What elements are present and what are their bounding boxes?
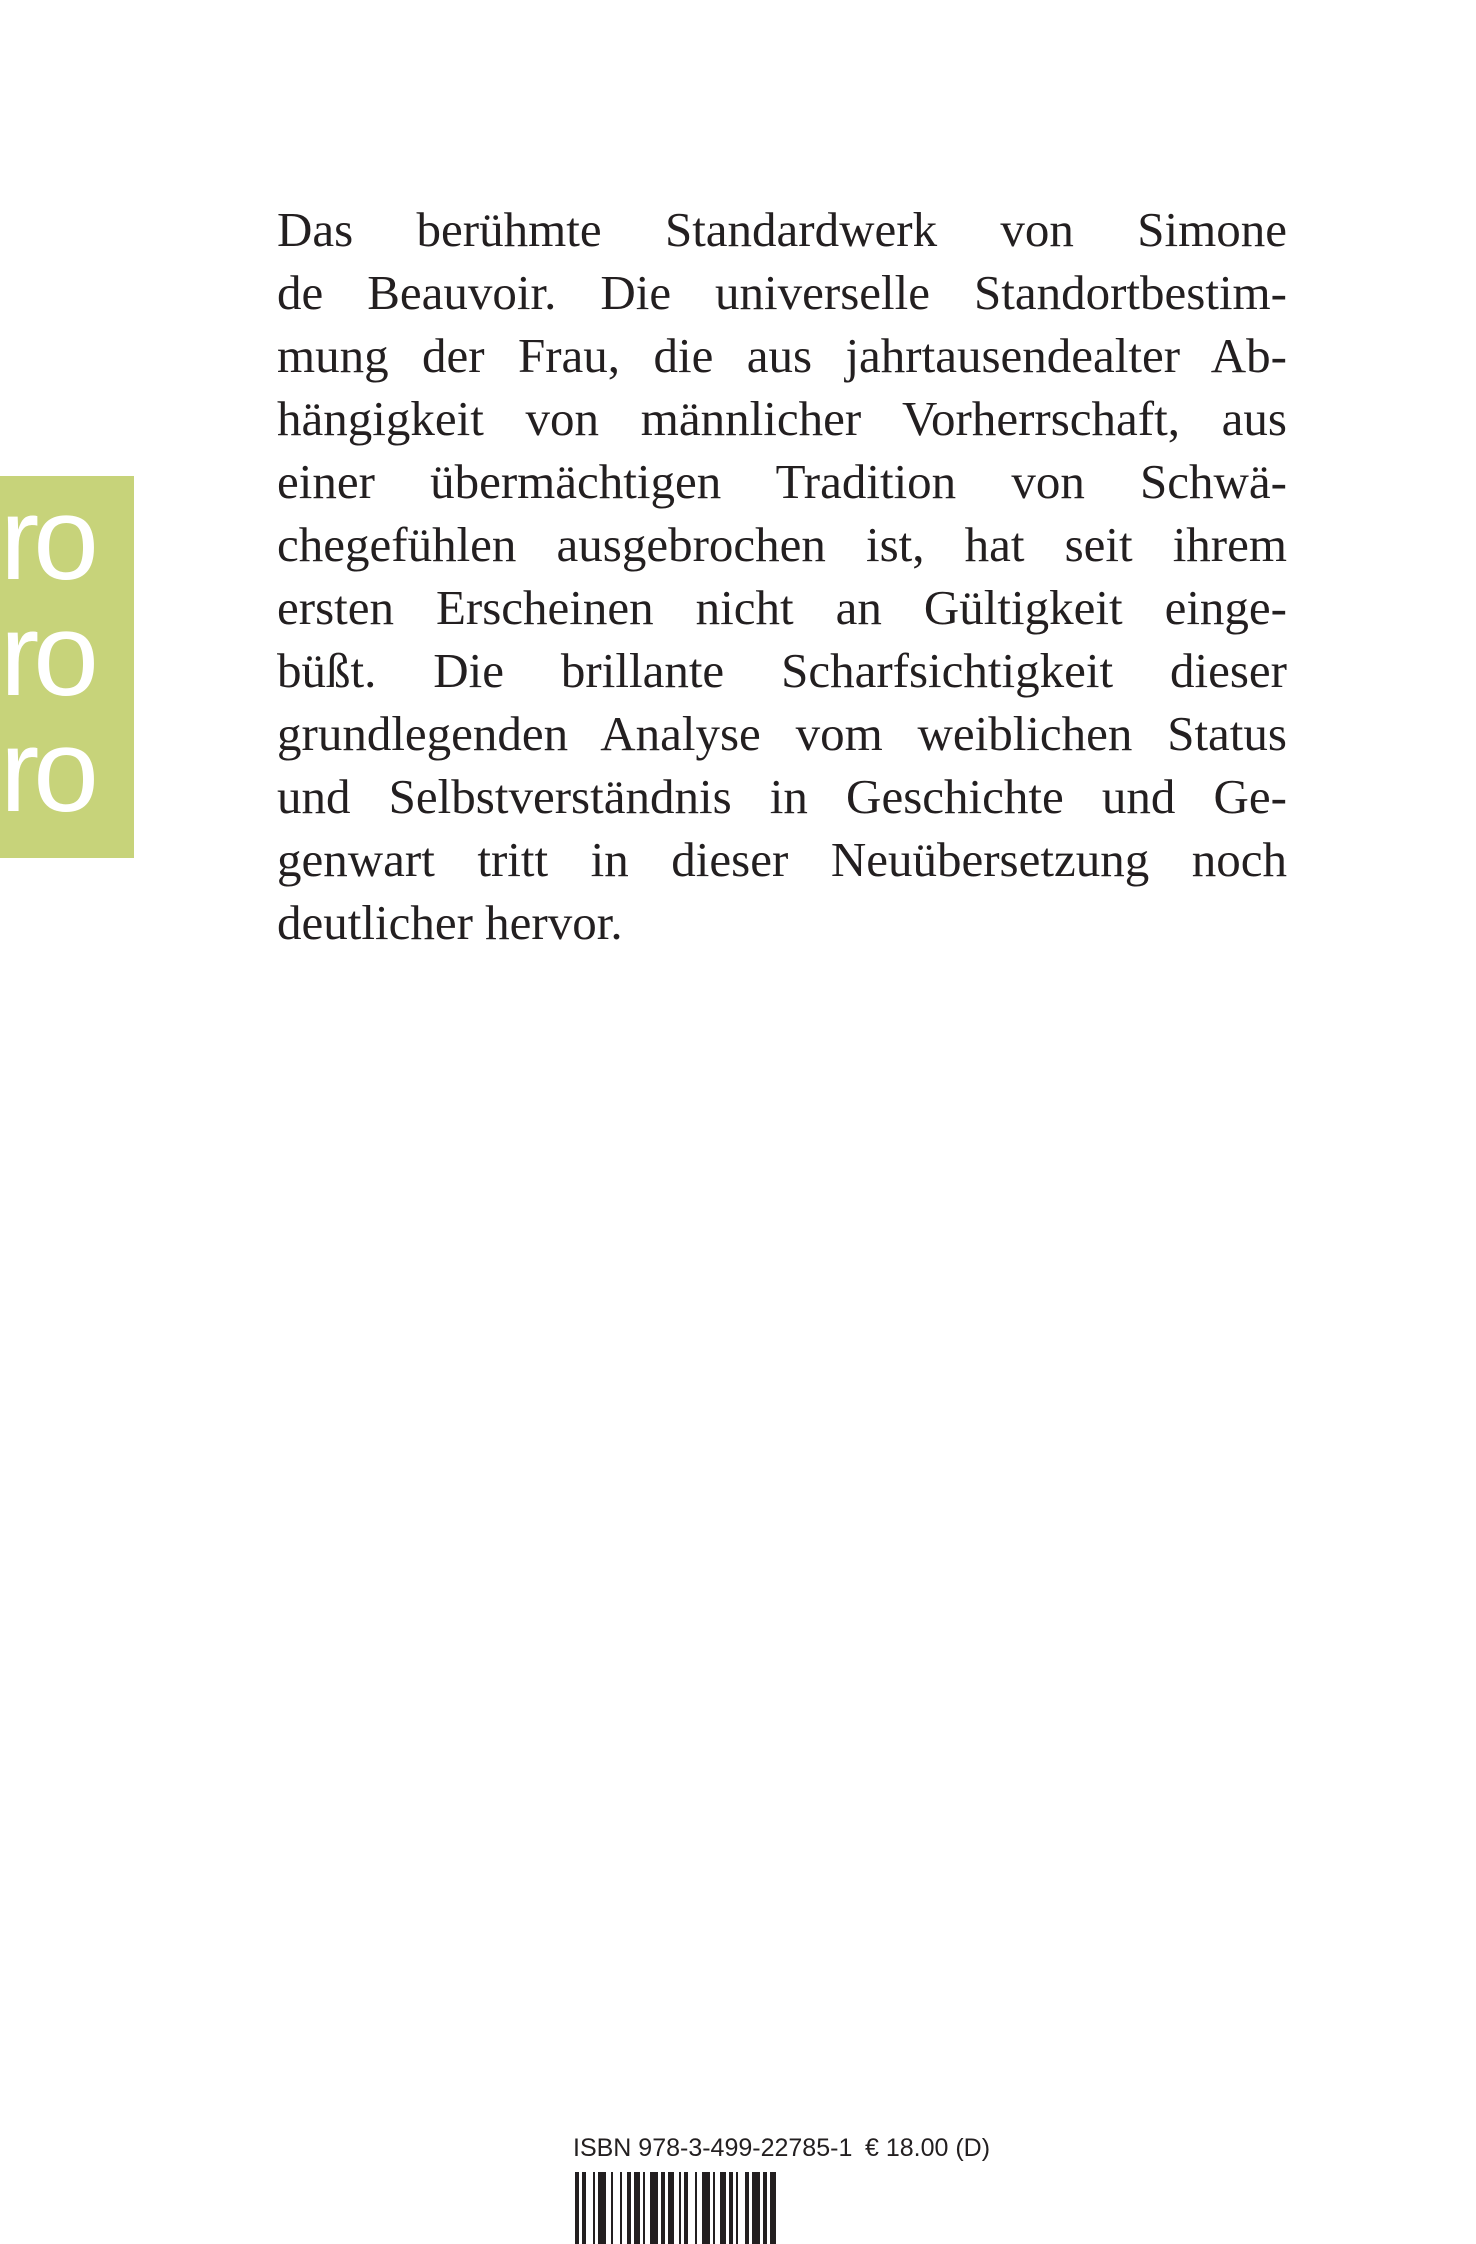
barcode-graphic (573, 2172, 993, 2244)
barcode-bar (695, 2172, 697, 2244)
barcode-bar (611, 2172, 613, 2244)
barcode-bar (598, 2172, 606, 2244)
blurb-text (277, 198, 1287, 954)
blurb-line: grundlegenden Analyse vom weiblichen Status (277, 706, 1287, 761)
blurb-line: ersten Erscheinen nicht an Gültigkeit einge- (277, 580, 1287, 635)
blurb-line: hängigkeit von männlicher Vorherrschaft, aus (277, 391, 1287, 446)
blurb-line: Das berühmte Standardwerk von Simone (277, 202, 1287, 257)
barcode-bar (770, 2172, 776, 2244)
blurb-line: de Beauvoir. Die universelle Standortbestim- (277, 265, 1287, 320)
blurb-line: genwart tritt in dieser Neuübersetzung noch (277, 832, 1287, 887)
barcode-bar (679, 2172, 681, 2244)
barcode-bar (729, 2172, 733, 2244)
barcode-bar (752, 2172, 760, 2244)
barcode-bar (627, 2172, 631, 2244)
barcode-bar (620, 2172, 622, 2244)
logo-word: ro (0, 705, 93, 837)
barcode-bar (661, 2172, 665, 2244)
price-label: € 18.00 (D) (865, 2134, 991, 2162)
blurb-line: und Selbstverständnis in Geschichte und Ge- (277, 769, 1287, 824)
barcode-bar (702, 2172, 710, 2244)
barcode-bar (668, 2172, 674, 2244)
blurb-line: büßt. Die brillante Scharfsichtigkeit dieser (277, 643, 1287, 698)
barcode-bar (713, 2172, 715, 2244)
isbn-number: ISBN 978-3-499-22785-1 (573, 2134, 853, 2162)
isbn-price-line (573, 2128, 993, 2168)
blurb-line: chegefühlen ausgebrochen ist, hat seit ihrem (277, 517, 1287, 572)
rororo-logo (0, 476, 134, 858)
logo-word: ro (0, 589, 93, 721)
barcode (573, 2172, 993, 2244)
barcode-bar (763, 2172, 767, 2244)
barcode-bar (745, 2172, 749, 2244)
blurb-line: einer übermächtigen Tradition von Schwä- (277, 454, 1287, 509)
barcode-bar (643, 2172, 645, 2244)
barcode-bar (593, 2172, 595, 2244)
blurb-line: mung der Frau, die aus jahrtausendealter Ab- (277, 328, 1287, 383)
barcode-bar (634, 2172, 640, 2244)
barcode-bar (720, 2172, 726, 2244)
barcode-bar (582, 2172, 586, 2244)
barcode-bar (736, 2172, 738, 2244)
barcode-bar (684, 2172, 688, 2244)
logo-word: ro (0, 476, 93, 605)
blurb-line: deutlicher hervor. (277, 895, 623, 950)
barcode-bar (575, 2172, 579, 2244)
barcode-bar (650, 2172, 658, 2244)
